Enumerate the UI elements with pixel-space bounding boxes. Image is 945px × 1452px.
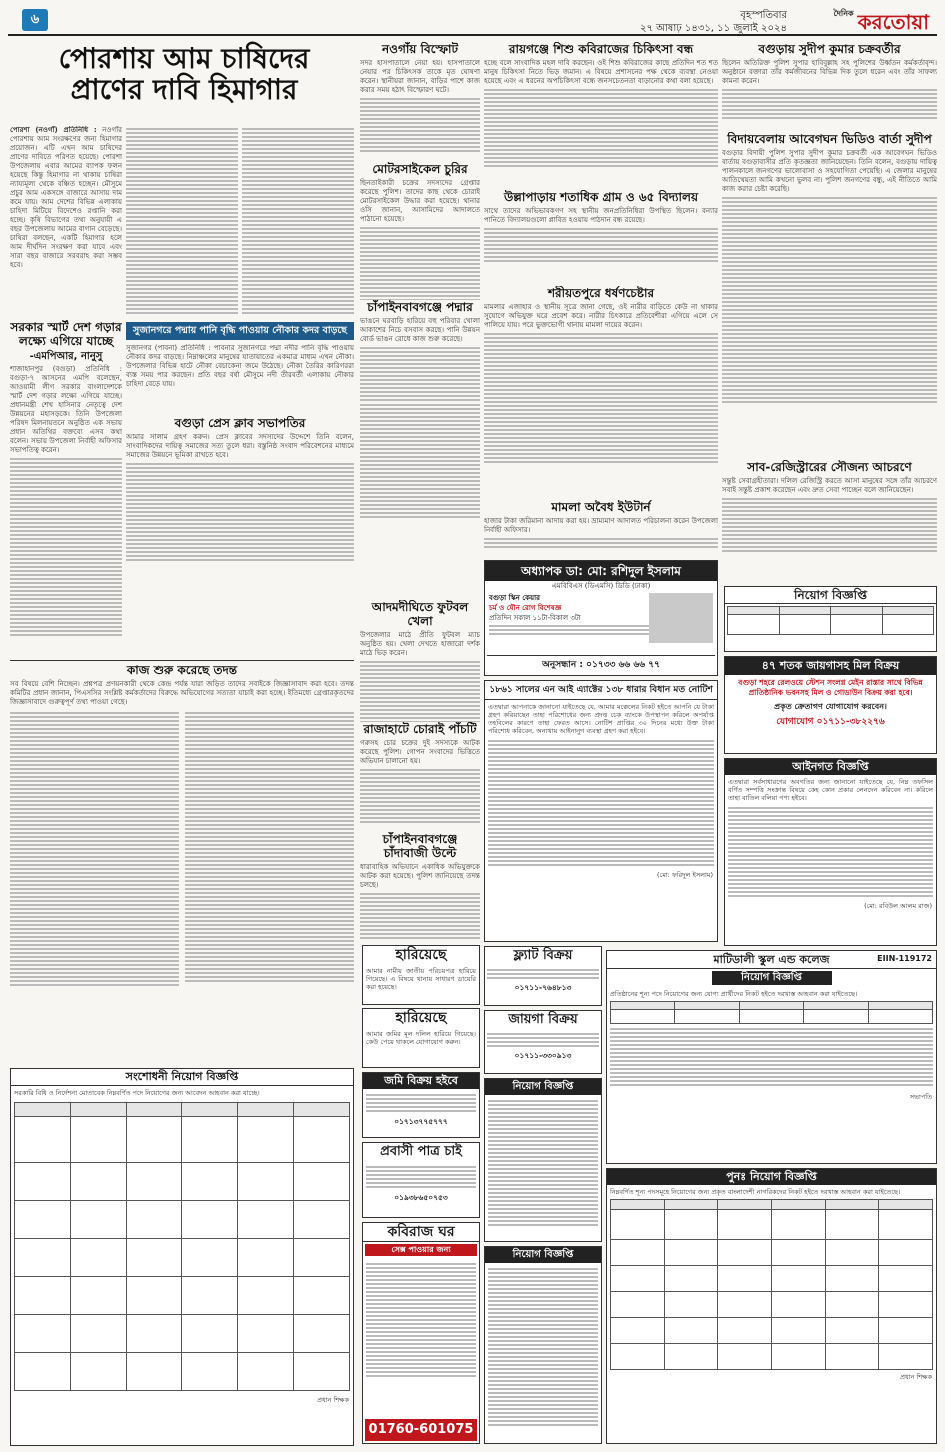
ad-doctor-hours: প্রতিদিন সকাল ১১টা-বিকাল ৩টা [489,614,581,622]
story-press-headline: বগুড়া প্রেস ক্লাব সভাপতির [174,416,306,430]
ad-doctor-clinic: বগুড়া স্কিন কেয়ার [489,594,540,602]
story-rajahat-headline: রাজাহাটে চোরাই পাঁচটি [363,722,477,736]
lead-headline-line2: প্রাণের দাবি হিমাগার [70,72,298,106]
paper-name: করতোয়া [857,10,929,34]
ad-doctor-phone[interactable]: ০১৭৩৩ ৬৬ ৬৬ ৭৭ [586,660,660,670]
ad-sanshodhani-title: সংশোধনী নিয়োগ বিজ্ঞপ্তি [11,1069,353,1086]
ad-probashi-phone: ০১৯৩৮৬৫০৭৫৩ [394,1193,448,1202]
story-smart-headline: সরকার স্মার্ট দেশ গড়ার লক্ষ্যে এগিয়ে যাচ্ছে [10,320,122,348]
lead-col-1 [10,126,122,316]
story-shariatpur-body: মামলার এজাহার ও স্থানীয় সূত্রে জানা গেছে, ওই নারীর বাড়িতে কেউ না থাকার সুযোগে অভিযুক্ত ঘরে প্রবেশ করে। নারীর চিৎকারে প্রতিবেশীরা এগিয়ে এলে সে পালিয়ে যায়। পরে ভুক্তভোগী থানায় মামলা দায়ের করেন। [484,303,718,329]
ad-doctor-phone-label: অনুসন্ধান [542,660,577,670]
story-rajganj-headline: রায়গঞ্জে শিশু কবিরাজের চিকিৎসা বন্ধ [508,42,694,56]
ad-mill-body: বগুড়া শহরে রেলওয়ে স্টেশন সংলগ্ন মেইন রাস্তার সাথে বিভিন্ন প্রাতিষ্ঠানিক ভবনসহ মিল ও গোডাউন বিক্রয় করা হবে। [738,678,923,697]
ad-matidali-body: প্রতিষ্ঠানের শূন্য পদে নিয়োগের জন্য যোগ্য প্রার্থীদের নিকট হইতে দরখাস্ত আহবান করা যাইতেছে। [610,990,858,998]
ad-niog-small-2-title: নিয়োগ বিজ্ঞপ্তি [485,1247,601,1263]
ad-lost-1-body: আমার নামীয় জাতীয় পরিচয়পত্র হারিয়ে গিয়েছে। এ বিষয়ে থানায় সাধারণ ডায়েরি করা হয়েছে। [366,967,476,991]
story-chapai2 [360,832,480,940]
ad-place-phone: ০১৭১১-৩৩০৯১৩ [514,1051,572,1060]
story-smart-sub: -এমপিআর, নানুসু [29,351,103,362]
ad-punah-table [610,1199,933,1370]
ad-matidali-table [610,1001,933,1024]
ad-probashi-title: প্রবাসী পাত্র চাই [380,1144,462,1159]
story-naogaon [360,42,480,160]
lead-byline: পোরশা (নওগাঁ) প্রতিনিধি : [10,126,97,134]
ad-land [362,1072,480,1138]
ad-sanshodhani-signature: প্রধান শিক্ষক [317,1396,349,1404]
story-sujanagar-banner [126,322,354,340]
ad-matidali [606,950,937,1164]
story-naogaon-headline: নওগাঁয় বিস্ফোট [381,42,459,56]
story-shariatpur-headline: শরীয়তপুরে ধর্ষণচেষ্টার [547,286,655,300]
story-work-body: সব বিষয়ে বেশি নিচ্ছেন। প্রশ্নপত্র প্রণয়নকারী থেকে কেন্দ্র পর্যন্ত যারা জড়িত তাদের সবাইকে জিজ্ঞাসাবাদ করা হবে। তদন্ত কমিটির প্রধান জানান, পিএসসির সংশ্লিষ্ট কর্মকর্তাদের বিরুদ্ধে অভিযোগের সত্যতা যাচাই করা হচ্ছে। ইতিমধ্যে গ্রেপ্তারকৃতদের জিজ্ঞাসাবাদে গুরুত্বপূর্ণ তথ্য পাওয়া গেছে। [10,680,354,706]
ad-punah-title: পুনঃ নিয়োগ বিজ্ঞপ্তি [607,1169,936,1185]
story-video-headline: বিদায়বেলায় আবেগঘন ভিডিও বার্তা সুদীপ [727,132,932,146]
ad-flat-title: ফ্ল্যাট বিক্রয় [513,948,573,963]
story-work-headline: কাজ শুরু করেছে তদন্ত [126,663,238,677]
masthead [8,6,937,36]
ad-mill-buyer: প্রকৃত ক্রেতাগণ যোগাযোগ করবেন। [774,702,887,711]
story-chapai [360,300,480,402]
ad-matidali-signature: সভাপতি [909,1093,932,1101]
story-video-body: বগুড়ার বিদায়ী পুলিশ সুপার সুদীপ কুমার চক্রবর্তী এক আবেগঘন ভিডিও বার্তায় বগুড়াবাসীর প্রতি কৃতজ্ঞতা জানিয়েছেন। তিনি বলেন, বগুড়ায় দায়িত্ব পালনকালে জনগণের ভালোবাসা ও সহযোগিতা পেয়েছি। এ জেলার মানুষের আতিথেয়তা আমি কখনো ভুলব না। পুলিশ জনগণের বন্ধু, এই নীতিতে আমি কাজ করার চেষ্টা করেছি। [722,149,937,193]
ad-legal [724,758,937,946]
story-mamla-body: হাজার টাকা জরিমানা আদায় করা হয়। ভ্রাম্যমাণ আদালত পরিচালনা করেন উপজেলা নির্বাহী অফিসার। [484,517,718,534]
ad-place-title: জায়গা বিক্রয় [508,1012,578,1027]
ad-matidali-subtitle: নিয়োগ বিজ্ঞপ্তি [712,971,832,985]
story-chapai-headline: চাঁপাইনবাবগঞ্জে পদ্মার [367,300,473,314]
issue-date: ২৭ আষাঢ় ১৪৩১, ১১ জুলাই ২০২৪ [639,23,787,34]
ad-lost-2-title: হারিয়েছে [395,1010,447,1026]
story-mamla-headline: মামলা অবৈধ ইউটার্ন [551,500,651,514]
ad-matidali-title: মাটিডালী স্কুল এন্ড কলেজ [713,953,830,966]
story-rajganj-body: হচ্ছে বলে সাংবাদিক মহল দাবি করছেন। ওই শিশু কবিরাজের কাছে প্রতিদিন শত শত মানুষ চিকিৎসা নিতে ভিড় জমান। এ বিষয়ে প্রশাসনের পক্ষ থেকে ব্যবস্থা নেওয়া হয়েছে এবং এ ধরনের অপচিকিৎসা বন্ধে জনসচেতনতা বাড়ানোর কথা বলা হয়েছে। [484,59,718,85]
ad-notice-signature: (মো: ফরিদুল ইসলাম) [657,871,713,879]
ad-lost-2 [362,1008,480,1068]
ad-mill-phone[interactable]: যোগাযোগ ০১৭১১-৩৮২২৭৬ [776,717,885,727]
ad-punah-signature: প্রধান শিক্ষক [900,1373,932,1381]
ad-notice-title: ১৮৬১ সালের এন আই এ্যাক্টের ১৩৮ ধারার বিধান মত নোটিশ [485,681,717,700]
ad-notice-body: এতদ্বারা আপনাকে জানানো যাইতেছে যে, আমার মক্কেলের নিকট হইতে আপনি যে টাকা গ্রহণ করিয়াছেন তাহা পরিশোধের জন্য প্রদত্ত চেক ব্যাংকে উপস্থাপন করিলে অপর্যাপ্ত তহবিলের কারণে তাহা ফেরত আসে। নোটিশ প্রাপ্তির ৩০ দিনের মধ্যে উক্ত টাকা পরিশোধ করিবেন, অন্যথায় আইনানুগ ব্যবস্থা গ্রহণ করা হইবে। [488,703,714,735]
ad-niog-small-1 [484,1078,602,1242]
lead-col-3 [242,126,354,316]
ad-probashi [362,1142,480,1218]
ad-kobiraj-sub: সেক্স পাওয়ার জন্য [365,1244,477,1256]
story-rajganj [484,42,718,188]
story-sujanagar-headline: সুজানগরে পদ্মায় পানি বৃদ্ধি পাওয়ায় নৌকার কদর বাড়ছে [133,325,347,336]
ad-kobiraj-title: কবিরাজ ঘর [363,1223,479,1242]
lead-headline [14,44,354,106]
paper-prefix: দৈনিক [833,9,854,18]
story-smart [10,320,122,658]
story-rajahat-body: গরুসহ চোর চক্রের দুই সদস্যকে আটক করেছে পুলিশ। গোপন সংবাদের ভিত্তিতে অভিযান চালানো হয়। [360,739,480,765]
ad-kobiraj [362,1222,480,1444]
ad-doctor [484,560,718,676]
ad-sanshodhani [10,1068,354,1446]
ad-legal-body: এতদ্বারা সর্বসাধারণের অবগতির জন্য জানানো যাইতেছে যে, নিম্ন তফসিল বর্ণিত সম্পত্তি সংক্রান্ত বিষয়ে কেহ কোন প্রকার লেনদেন করিবেন না। করিলে তাহা বাতিল বলিয়া গণ্য হইবে। [728,778,933,802]
story-rajahat [360,722,480,832]
story-motorcycle [360,162,480,300]
story-football-headline: আদমদীঘিতে ফুটবল খেলা [371,600,469,628]
story-smart-body: শাজাহানপুর (বগুড়া) প্রতিনিধি : বগুড়া-৭ আসনের এমপি বলেছেন, আওয়ামী লীগ সরকার বাংলাদেশকে স্মার্ট দেশ গড়ার লক্ষ্যে এগিয়ে যাচ্ছে। প্রধানমন্ত্রী শেখ হাসিনার নেতৃত্বে দেশ উন্নয়নের মহাসড়কে। তিনি উপজেলা পরিষদ মিলনায়তনে অনুষ্ঠিত এক সভায় প্রধান অতিথির বক্তব্যে এসব কথা বলেন। সভায় উপজেলা নির্বাহী অফিসার সভাপতিত্ব করেন। [10,365,122,454]
ad-land-phone: ০১৭১৩৭৭৫৭৭৭ [394,1117,448,1126]
ad-lost-2-body: আমার জমির মূল দলিল হারিয়ে গিয়েছে। কেউ পেয়ে থাকলে যোগাযোগ করুন। [366,1030,476,1046]
ad-land-title: জমি বিক্রয় হইবে [363,1073,479,1089]
story-school-body: সাথে তাদের অভিভাবকগণ সহ স্থানীয় জনপ্রতিনিধিরা উপস্থিত ছিলেন। বন্যার পানিতে বিদ্যালয়গুলো প্লাবিত হওয়ায় পাঠদান বন্ধ রয়েছে। [484,207,718,224]
ad-matidali-eiin: EIIN-119172 [877,954,932,963]
ad-niog-top-table [727,606,934,635]
story-football [360,600,480,722]
ad-sanshodhani-table [14,1102,350,1391]
ad-lost-1-title: হারিয়েছে [395,947,447,963]
ad-punah [606,1168,937,1444]
ad-doctor-specialty: চর্ম ও যৌন রোগ বিশেষজ্ঞ [489,604,562,612]
ad-legal-title: আইনগত বিজ্ঞপ্তি [725,759,936,775]
story-sujanagar [126,344,354,412]
ad-lost-1 [362,945,480,1005]
ad-niog-top [724,586,937,652]
page-number: ৬ [22,9,48,31]
ad-niog-small-2 [484,1246,602,1444]
ad-mill [724,656,937,754]
ad-notice [484,680,718,942]
ad-doctor-sub: এমবিবিএস (ডিএমসি) ডিডি (ঢাকা) [551,582,651,590]
paper-logo [833,8,929,41]
story-football-body: উপজেলার মাঠে প্রীতি ফুটবল ম্যাচ অনুষ্ঠিত হয়। খেলা দেখতে হাজারো দর্শক মাঠে ভিড় করেন। [360,631,480,657]
ad-mill-title: ৪৭ শতক জায়গাসহ মিল বিক্রয় [725,657,936,675]
story-chapai2-body: ধারাবাহিক অভিযানে একাধিক অভিযুক্তকে আটক করা হয়েছে। পুলিশ জানিয়েছে তদন্ত চলছে। [360,863,480,889]
ad-niog-small-1-title: নিয়োগ বিজ্ঞপ্তি [485,1079,601,1095]
ad-sanshodhani-body: সরকারি বিধি ও নির্দেশনা মোতাবেক নিম্নবর্ণিত পদে নিয়োগের জন্য আবেদন আহবান করা যাচ্ছে। [14,1089,260,1097]
story-school [484,190,718,284]
story-subregistrar-headline: সাব-রেজিস্ট্রারের সৌজন্য আচরণে [747,460,912,474]
story-motorcycle-headline: মোটরসাইকেল চুরির [372,162,468,176]
story-video [722,132,937,458]
story-football-prev [360,402,480,522]
story-sudip-body: ছিলেন অতিরিক্ত পুলিশ সুপার হাবিবুল্লাহ সহ পুলিশের উর্ধ্বতন কর্মকর্তাবৃন্দ। অনুষ্ঠানে বক্তারা তাঁর কর্মজীবনের বিভিন্ন দিক তুলে ধরেন এবং তাঁর সাফল্য কামনা করেন। [722,59,937,85]
ad-doctor-photo [649,593,713,643]
story-sudip-headline: বগুড়ায় সুদীপ কুমার চক্রবর্তীর [758,42,901,56]
story-sujanagar-body: সুজানগর (পাবনা) প্রতিনিধি : পাবনার সুজানগরে পদ্মা নদীর পানি বৃদ্ধি পাওয়ায় নৌকার কদর বাড়ছে। নিম্নাঞ্চলের মানুষের যাতায়াতের একমাত্র মাধ্যম এখন নৌকা। উপজেলার বিভিন্ন হাটে নৌকা বেচাকেনা জমে উঠেছে। নৌকা তৈরির কারিগররা ব্যস্ত সময় পার করছেন। প্রতি বছর বর্ষা মৌসুমে নদী তীরবর্তী এলাকায় নৌকার চাহিদা বেড়ে যায়। [126,344,354,388]
story-subregistrar [722,460,937,584]
ad-kobiraj-phone[interactable]: 01760-601075 [365,1419,477,1441]
story-motorcycle-body: ছিনতাইকারী চক্রের সদস্যদের গ্রেপ্তার করেছে পুলিশ। তাদের কাছ থেকে চোরাই মোটরসাইকেল উদ্ধার করা হয়েছে। থানার ওসি জানান, আসামিদের আদালতে পাঠানো হয়েছে। [360,179,480,223]
story-mamla [484,500,718,558]
story-shariatpur [484,286,718,500]
lead-headline-line1: পোরশায় আম চাষিদের [58,42,310,75]
ad-doctor-title: অধ্যাপক ডা: মো: রশিদুল ইসলাম [485,561,717,581]
ad-niog-top-title: নিয়োগ বিজ্ঞপ্তি [725,587,936,604]
story-naogaon-body: সদর হাসপাতালে নেয়া হয়। হাসপাতালে নেয়ার পর চিকিৎসক তাকে মৃত ঘোষণা করেন। স্থানীয়রা জানান, বাড়ির পাশে কাজ করার সময় হঠাৎ বিস্ফোরণ ঘটে। [360,59,480,94]
ad-legal-signature: (মো: রবিউল আলম রাজ) [864,902,932,910]
story-chapai-body: ভাঙনে ঘরবাড়ি হারিয়ে বহু পরিবার খোলা আকাশের নিচে বসবাস করছে। পানি উন্নয়ন বোর্ড ভাঙন রোধে কাজ শুরু করেছে। [360,317,480,343]
issue-day: বৃহস্পতিবার [740,10,787,21]
story-subregistrar-body: সন্তুষ্ট সেবাগ্রহীতারা। দলিল রেজিস্ট্রি করতে আসা মানুষের সঙ্গে তাঁর আচরণে সবাই সন্তুষ্ট প্রকাশ করেছেন এবং দ্রুত সেবা পাচ্ছেন বলে জানিয়েছেন। [722,477,937,494]
story-press [126,416,354,656]
ad-place [484,1010,602,1074]
lead-col-2 [126,126,238,316]
story-press-body: আমার সালাম গ্রহণ করুন। প্রেস ক্লাবের সদস্যদের উদ্দেশে তিনি বলেন, সাংবাদিকদের দায়িত্ব সমাজের সত্য তুলে ধরা। বস্তুনিষ্ঠ সংবাদ পরিবেশনের মাধ্যমে সমাজের উন্নয়নে ভূমিকা রাখতে হবে। [126,433,354,459]
ad-punah-body: নিম্নবর্ণিত শূন্য পদসমূহে নিয়োগের জন্য প্রকৃত বাংলাদেশী নাগরিকদের নিকট হইতে দরখাস্ত আহবান করা যাইতেছে। [610,1188,901,1196]
story-sudip [722,42,937,130]
ad-flat-phone: ০১৭১১-৭৬৪৮১৩ [514,983,572,992]
story-school-headline: উল্লাপাড়ায় শতাধিক গ্রাম ও ৬৫ বিদ্যালয় [503,190,699,204]
ad-doctor-phone-row: অনুসন্ধান : ০১৭৩৩ ৬৬ ৬৬ ৭৭ [487,655,715,673]
lead-body: নওগাঁর পোরশায় আম সংরক্ষণের জন্য হিমাগার প্রয়োজন। এটি এখন আম চাষিদের প্রাণের দাবিতে পরিণত হয়েছে। পোরশা উপজেলায় এবার আমের ব্যাপক ফলন হয়েছে কিন্তু হিমাগার না থাকায় চাষিরা ন্যায্যমূল্য থেকে বঞ্চিত হচ্ছেন। মৌসুমে প্রচুর আম একসঙ্গে বাজারে আসায় দাম কমে যায়। আম দেশের বিভিন্ন এলাকায় চাহিদা মিটিয়ে বিদেশেও রপ্তানি করা হচ্ছে। কৃষি বিভাগের তথ্য অনুযায়ী এ বছর উপজেলায় আমের বাগান বেড়েছে। চাষিরা বলছেন, একটি হিমাগার হলে আম দীর্ঘদিন সংরক্ষণ করা যাবে এবং সারা বছর বাজারে সরবরাহ করা সম্ভব হবে। [10,126,122,269]
story-chapai2-headline: চাঁপাইনবাবগঞ্জে চাঁদাবাজী উল্টে [382,832,458,860]
ad-flat [484,946,602,1006]
story-work [10,663,354,1065]
